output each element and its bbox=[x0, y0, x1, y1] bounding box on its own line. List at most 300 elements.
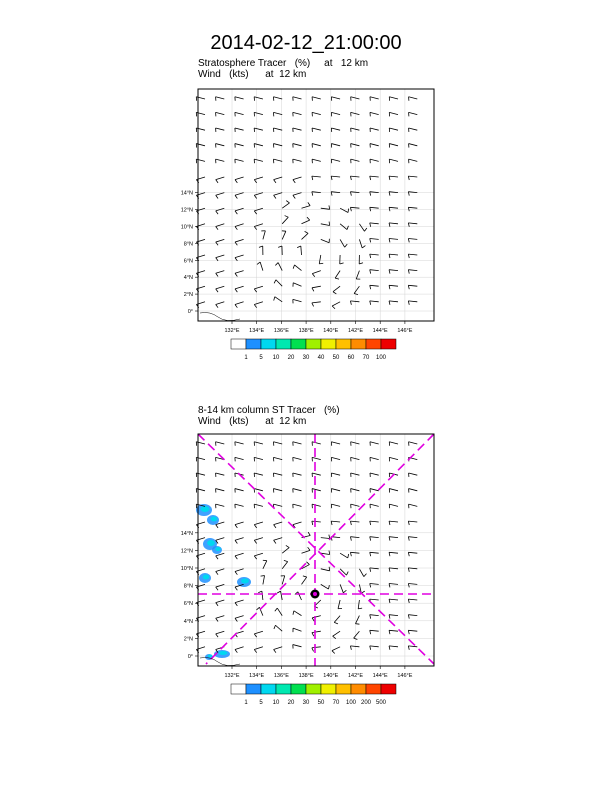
barb-shaft bbox=[321, 239, 329, 242]
wind-barb bbox=[370, 442, 379, 446]
barb-shaft bbox=[216, 239, 225, 242]
barb-shaft bbox=[389, 489, 398, 491]
barb-shaft bbox=[273, 489, 282, 491]
lon-tick-label: 136°E bbox=[273, 328, 289, 334]
barb-shaft bbox=[294, 611, 302, 616]
barb-flag bbox=[254, 556, 256, 559]
wind-barb bbox=[312, 144, 321, 148]
wind-barb bbox=[359, 239, 365, 248]
wind-barb bbox=[302, 547, 311, 553]
barb-flag bbox=[389, 239, 390, 243]
barb-shaft bbox=[370, 270, 379, 271]
wind-barb bbox=[389, 615, 398, 619]
wind-barb bbox=[216, 159, 225, 163]
barb-flag bbox=[408, 301, 409, 305]
barb-shaft bbox=[408, 599, 417, 600]
barb-shaft bbox=[254, 159, 263, 161]
colorbar-swatch bbox=[276, 339, 291, 349]
wind-barb bbox=[254, 286, 263, 292]
barb-flag bbox=[235, 180, 237, 183]
barb-flag bbox=[408, 584, 409, 588]
barb-shaft bbox=[389, 537, 398, 538]
wind-barb bbox=[331, 457, 340, 461]
lat-tick-label: 4°N bbox=[183, 275, 193, 282]
wind-barb bbox=[408, 521, 417, 525]
barb-shaft bbox=[370, 521, 379, 522]
barb-flag bbox=[312, 648, 314, 652]
wind-barb bbox=[408, 301, 417, 305]
wind-barb bbox=[359, 255, 363, 264]
barb-flag bbox=[235, 556, 237, 559]
barb-shaft bbox=[216, 97, 225, 99]
barb-flag bbox=[389, 630, 390, 634]
wind-barb bbox=[273, 97, 282, 101]
barb-flag bbox=[346, 572, 348, 576]
barb-flag bbox=[216, 587, 218, 590]
wind-barb bbox=[312, 473, 321, 477]
barb-flag bbox=[235, 304, 237, 307]
barb-shaft bbox=[350, 207, 359, 208]
wind-barb bbox=[370, 646, 379, 650]
barb-flag bbox=[312, 288, 314, 291]
barb-shaft bbox=[293, 489, 302, 491]
barb-shaft bbox=[274, 538, 283, 541]
barb-shaft bbox=[354, 286, 359, 293]
barb-shaft bbox=[408, 646, 417, 647]
barb-shaft bbox=[216, 193, 225, 196]
barb-shaft bbox=[293, 473, 302, 475]
wind-barb bbox=[409, 97, 418, 101]
barb-shaft bbox=[408, 615, 417, 616]
barb-flag bbox=[256, 607, 259, 610]
wind-barb bbox=[235, 600, 244, 606]
wind-barb bbox=[273, 473, 282, 477]
wind-barb bbox=[331, 112, 340, 116]
barb-flag bbox=[274, 525, 276, 528]
lat-tick-label: 14°N bbox=[180, 530, 193, 537]
wind-barb bbox=[216, 286, 225, 292]
colorbar-label: 1 bbox=[244, 355, 248, 361]
barb-flag bbox=[216, 289, 218, 292]
barb-shaft bbox=[321, 569, 330, 571]
barb-shaft bbox=[235, 553, 244, 556]
wind-barb bbox=[408, 192, 417, 196]
wind-barb bbox=[273, 504, 282, 508]
wind-barb bbox=[273, 144, 282, 148]
wind-barb bbox=[389, 207, 398, 211]
barb-flag bbox=[370, 176, 371, 180]
wind-barb bbox=[216, 538, 225, 544]
barb-flag bbox=[370, 207, 371, 211]
barb-shaft bbox=[408, 552, 417, 553]
barb-shaft bbox=[216, 442, 225, 444]
barb-shaft bbox=[216, 631, 225, 634]
wind-barb bbox=[389, 646, 398, 650]
wind-barb bbox=[355, 616, 359, 625]
wind-barb bbox=[274, 297, 282, 302]
wind-barb bbox=[235, 442, 244, 446]
colorbar-label: 70 bbox=[332, 700, 340, 706]
barb-shaft bbox=[354, 631, 360, 638]
barb-flag bbox=[254, 226, 256, 229]
barb-shaft bbox=[312, 489, 321, 491]
wind-barb bbox=[319, 255, 323, 264]
barb-shaft bbox=[235, 159, 244, 161]
wind-barb bbox=[273, 159, 282, 163]
wind-barb bbox=[254, 489, 263, 493]
panel2-map bbox=[0, 392, 612, 792]
barb-shaft bbox=[312, 504, 321, 506]
wind-barb bbox=[370, 615, 379, 619]
barb-shaft bbox=[338, 600, 340, 609]
barb-shaft bbox=[235, 457, 244, 459]
barb-flag bbox=[235, 242, 237, 245]
barb-shaft bbox=[389, 223, 398, 224]
tracer-blob-core bbox=[219, 651, 228, 655]
barb-shaft bbox=[408, 630, 417, 631]
wind-barb bbox=[216, 128, 225, 132]
barb-flag bbox=[389, 176, 390, 180]
wind-barb bbox=[389, 552, 398, 556]
barb-shaft bbox=[331, 521, 340, 522]
barb-shaft bbox=[235, 193, 244, 196]
barb-flag bbox=[277, 591, 280, 593]
wind-barb bbox=[216, 177, 225, 183]
barb-flag bbox=[370, 223, 371, 227]
barb-flag bbox=[350, 552, 351, 556]
wind-barb bbox=[235, 97, 244, 101]
barb-shaft bbox=[409, 144, 418, 146]
barb-shaft bbox=[389, 97, 398, 99]
tracer-blob-core bbox=[241, 579, 249, 584]
barb-flag bbox=[408, 270, 409, 274]
barb-shaft bbox=[389, 646, 398, 647]
colorbar-label: 1 bbox=[244, 700, 248, 706]
barb-shaft bbox=[351, 112, 360, 114]
barb-shaft bbox=[216, 302, 225, 305]
colorbar-swatch bbox=[291, 684, 306, 694]
barb-shaft bbox=[293, 159, 302, 161]
wind-barb bbox=[235, 128, 244, 132]
barb-flag bbox=[216, 242, 218, 245]
barb-flag bbox=[329, 222, 330, 226]
barb-shaft bbox=[312, 457, 321, 459]
barb-shaft bbox=[312, 647, 321, 648]
barb-flag bbox=[364, 574, 367, 577]
wind-barb bbox=[254, 112, 263, 116]
lat-tick-label: 6°N bbox=[183, 258, 193, 265]
barb-flag bbox=[370, 192, 371, 196]
barb-shaft bbox=[312, 128, 321, 130]
barb-shaft bbox=[273, 504, 282, 506]
wind-barb bbox=[409, 489, 418, 493]
barb-shaft bbox=[350, 646, 359, 647]
grid-lines bbox=[195, 89, 434, 324]
barb-flag bbox=[389, 552, 390, 556]
wind-barb bbox=[351, 457, 360, 461]
barb-shaft bbox=[235, 538, 244, 541]
colorbar-swatch bbox=[366, 684, 381, 694]
wind-barb bbox=[356, 271, 360, 280]
wind-barb bbox=[235, 255, 244, 261]
colorbar-swatch bbox=[336, 684, 351, 694]
barb-shaft bbox=[312, 631, 321, 632]
barb-shaft bbox=[370, 207, 379, 208]
colorbar-label: 10 bbox=[272, 355, 280, 361]
wind-barb bbox=[408, 552, 417, 556]
wind-barb bbox=[254, 177, 263, 183]
wind-barb bbox=[338, 600, 342, 609]
wind-barb bbox=[254, 457, 263, 461]
wind-barb bbox=[312, 192, 321, 196]
barb-shaft bbox=[408, 223, 417, 224]
wind-barb bbox=[370, 223, 379, 227]
barb-flag bbox=[235, 649, 237, 652]
wind-barb bbox=[331, 504, 340, 508]
barb-flag bbox=[408, 192, 409, 196]
barb-shaft bbox=[331, 144, 340, 146]
wind-barb bbox=[293, 144, 302, 148]
barb-shaft bbox=[235, 600, 244, 603]
wind-barb bbox=[389, 144, 398, 148]
wind-barb bbox=[273, 457, 282, 461]
wind-barb bbox=[408, 285, 417, 289]
barb-shaft bbox=[331, 457, 340, 459]
barb-shaft bbox=[293, 522, 302, 525]
lat-tick-label: 10°N bbox=[180, 224, 193, 231]
barb-flag bbox=[293, 611, 294, 615]
barb-shaft bbox=[350, 301, 359, 302]
tracer-blob-core bbox=[215, 547, 221, 551]
barb-shaft bbox=[351, 128, 360, 130]
barb-shaft bbox=[370, 646, 379, 647]
map-frame bbox=[198, 89, 434, 321]
wind-barb bbox=[409, 159, 418, 163]
barb-shaft bbox=[350, 192, 359, 193]
wind-barb bbox=[254, 97, 263, 101]
lat-tick-label: 0° bbox=[187, 309, 193, 315]
barb-shaft bbox=[235, 97, 244, 99]
barb-flag bbox=[216, 226, 218, 229]
barb-shaft bbox=[295, 265, 302, 271]
wind-barb bbox=[293, 611, 302, 616]
colorbar-label: 5 bbox=[259, 700, 263, 706]
barb-shaft bbox=[389, 176, 398, 177]
wind-barb bbox=[389, 192, 398, 196]
barb-flag bbox=[293, 180, 295, 183]
panel1-subtitle-1: Stratosphere Tracer (%) at 12 km bbox=[198, 58, 369, 69]
wind-barb bbox=[389, 97, 398, 101]
wind-barb bbox=[273, 128, 282, 132]
barb-shaft bbox=[235, 255, 244, 258]
wind-barb bbox=[389, 301, 398, 305]
wind-barb bbox=[370, 159, 379, 163]
coastline bbox=[200, 313, 240, 321]
wind-barb bbox=[389, 489, 398, 493]
barb-shaft bbox=[235, 489, 244, 491]
barb-shaft bbox=[216, 616, 225, 619]
barb-shaft bbox=[254, 224, 263, 227]
barb-flag bbox=[389, 223, 390, 227]
wind-barb bbox=[235, 224, 244, 230]
wind-barb bbox=[350, 552, 359, 556]
wind-barb bbox=[235, 271, 244, 277]
wind-barbs bbox=[196, 97, 417, 309]
wind-barb bbox=[340, 208, 349, 212]
barb-shaft bbox=[263, 561, 267, 569]
wind-barb bbox=[389, 521, 398, 525]
wind-barb bbox=[261, 231, 265, 240]
barb-shaft bbox=[370, 552, 379, 553]
barb-shaft bbox=[332, 647, 340, 651]
colorbar-swatch bbox=[246, 339, 261, 349]
barb-shaft bbox=[235, 569, 244, 572]
barb-flag bbox=[235, 571, 237, 574]
barb-shaft bbox=[302, 233, 309, 239]
wind-barb bbox=[350, 192, 359, 196]
wind-barb bbox=[389, 270, 398, 274]
lon-tick-label: 134°E bbox=[249, 328, 265, 334]
barb-flag bbox=[389, 270, 390, 274]
barb-flag bbox=[408, 630, 409, 634]
wind-barb bbox=[312, 647, 321, 652]
wind-barb bbox=[235, 159, 244, 163]
barb-flag bbox=[257, 262, 260, 264]
wind-barb bbox=[282, 545, 289, 553]
wind-barb bbox=[293, 283, 302, 287]
wind-barb bbox=[408, 254, 417, 258]
barb-shaft bbox=[389, 192, 398, 193]
barb-flag bbox=[307, 562, 310, 565]
barb-shaft bbox=[370, 144, 379, 146]
colorbar-swatch bbox=[306, 684, 321, 694]
barb-shaft bbox=[370, 128, 379, 130]
barb-shaft bbox=[351, 97, 360, 99]
barb-shaft bbox=[235, 271, 244, 274]
wind-barb bbox=[254, 538, 263, 544]
barb-flag bbox=[312, 192, 313, 196]
wind-barb bbox=[273, 442, 282, 446]
barb-flag bbox=[274, 649, 276, 652]
wind-barb bbox=[370, 504, 379, 508]
wind-barb bbox=[331, 128, 340, 132]
wind-barb bbox=[333, 631, 340, 638]
barb-shaft bbox=[408, 301, 417, 302]
barb-shaft bbox=[274, 193, 283, 196]
wind-barb bbox=[254, 504, 263, 508]
barb-flag bbox=[389, 521, 390, 525]
barb-shaft bbox=[235, 286, 244, 289]
barb-shaft bbox=[235, 442, 244, 444]
barb-flag bbox=[370, 584, 371, 588]
barb-flag bbox=[343, 590, 346, 593]
wind-barb bbox=[350, 537, 359, 541]
barb-shaft bbox=[331, 442, 340, 444]
barb-shaft bbox=[293, 144, 302, 146]
barb-flag bbox=[254, 649, 256, 652]
barb-shaft bbox=[359, 224, 364, 231]
barb-flag bbox=[348, 209, 349, 213]
barb-flag bbox=[274, 297, 275, 301]
wind-barb bbox=[389, 159, 398, 163]
barb-flag bbox=[274, 195, 276, 198]
wind-barb bbox=[235, 208, 244, 214]
wind-barb bbox=[216, 97, 225, 101]
wind-barb bbox=[216, 208, 225, 214]
barb-flag bbox=[235, 211, 237, 214]
wind-barb bbox=[370, 128, 379, 132]
wind-barb bbox=[257, 262, 263, 271]
barb-flag bbox=[312, 176, 313, 180]
barb-shaft bbox=[408, 239, 417, 240]
colorbar-swatch bbox=[306, 339, 321, 349]
barb-flag bbox=[389, 646, 390, 650]
wind-barb bbox=[351, 504, 360, 508]
barb-flag bbox=[333, 292, 336, 294]
wind-barb bbox=[274, 625, 282, 631]
barb-shaft bbox=[254, 553, 263, 556]
barb-flag bbox=[348, 554, 349, 558]
barb-flag bbox=[293, 265, 294, 269]
barb-shaft bbox=[409, 112, 418, 114]
barb-flag bbox=[370, 646, 371, 650]
barb-flag bbox=[216, 634, 218, 637]
wind-barb bbox=[408, 207, 417, 211]
wind-barb bbox=[312, 271, 320, 277]
wind-barb bbox=[216, 569, 225, 575]
wind-barb bbox=[312, 442, 321, 446]
barb-shaft bbox=[216, 159, 225, 161]
wind-barb bbox=[331, 521, 340, 525]
barb-shaft bbox=[282, 203, 289, 208]
wind-barb bbox=[293, 159, 302, 163]
barb-flag bbox=[254, 180, 256, 183]
wind-barb bbox=[254, 128, 263, 132]
wind-barb bbox=[408, 630, 417, 634]
barb-flag bbox=[274, 280, 276, 284]
barb-flag bbox=[370, 270, 371, 274]
lat-tick-label: 12°N bbox=[180, 548, 193, 555]
wind-barb bbox=[312, 128, 321, 132]
barb-shaft bbox=[254, 112, 263, 114]
wind-barb bbox=[351, 442, 360, 446]
barb-shaft bbox=[273, 144, 282, 146]
barb-shaft bbox=[370, 457, 379, 459]
barb-flag bbox=[331, 521, 332, 525]
wind-barb bbox=[293, 97, 302, 101]
wind-barb bbox=[389, 285, 398, 289]
barb-flag bbox=[358, 608, 362, 609]
wind-barb bbox=[370, 457, 379, 461]
barb-shaft bbox=[293, 457, 302, 459]
barb-flag bbox=[254, 540, 256, 543]
barb-shaft bbox=[282, 217, 288, 224]
barb-flag bbox=[274, 625, 276, 629]
barb-shaft bbox=[409, 159, 418, 161]
barb-flag bbox=[274, 540, 276, 543]
lon-tick-label: 134°E bbox=[249, 673, 265, 679]
barb-shaft bbox=[312, 616, 321, 618]
barb-flag bbox=[408, 599, 409, 603]
barb-shaft bbox=[409, 128, 418, 130]
wind-barb bbox=[254, 193, 263, 199]
barb-shaft bbox=[331, 504, 340, 506]
wind-barb bbox=[370, 537, 379, 541]
colorbar-label: 20 bbox=[287, 355, 295, 361]
wind-barb bbox=[235, 553, 244, 559]
barb-flag bbox=[350, 207, 351, 211]
colorbar-label: 30 bbox=[302, 700, 310, 706]
